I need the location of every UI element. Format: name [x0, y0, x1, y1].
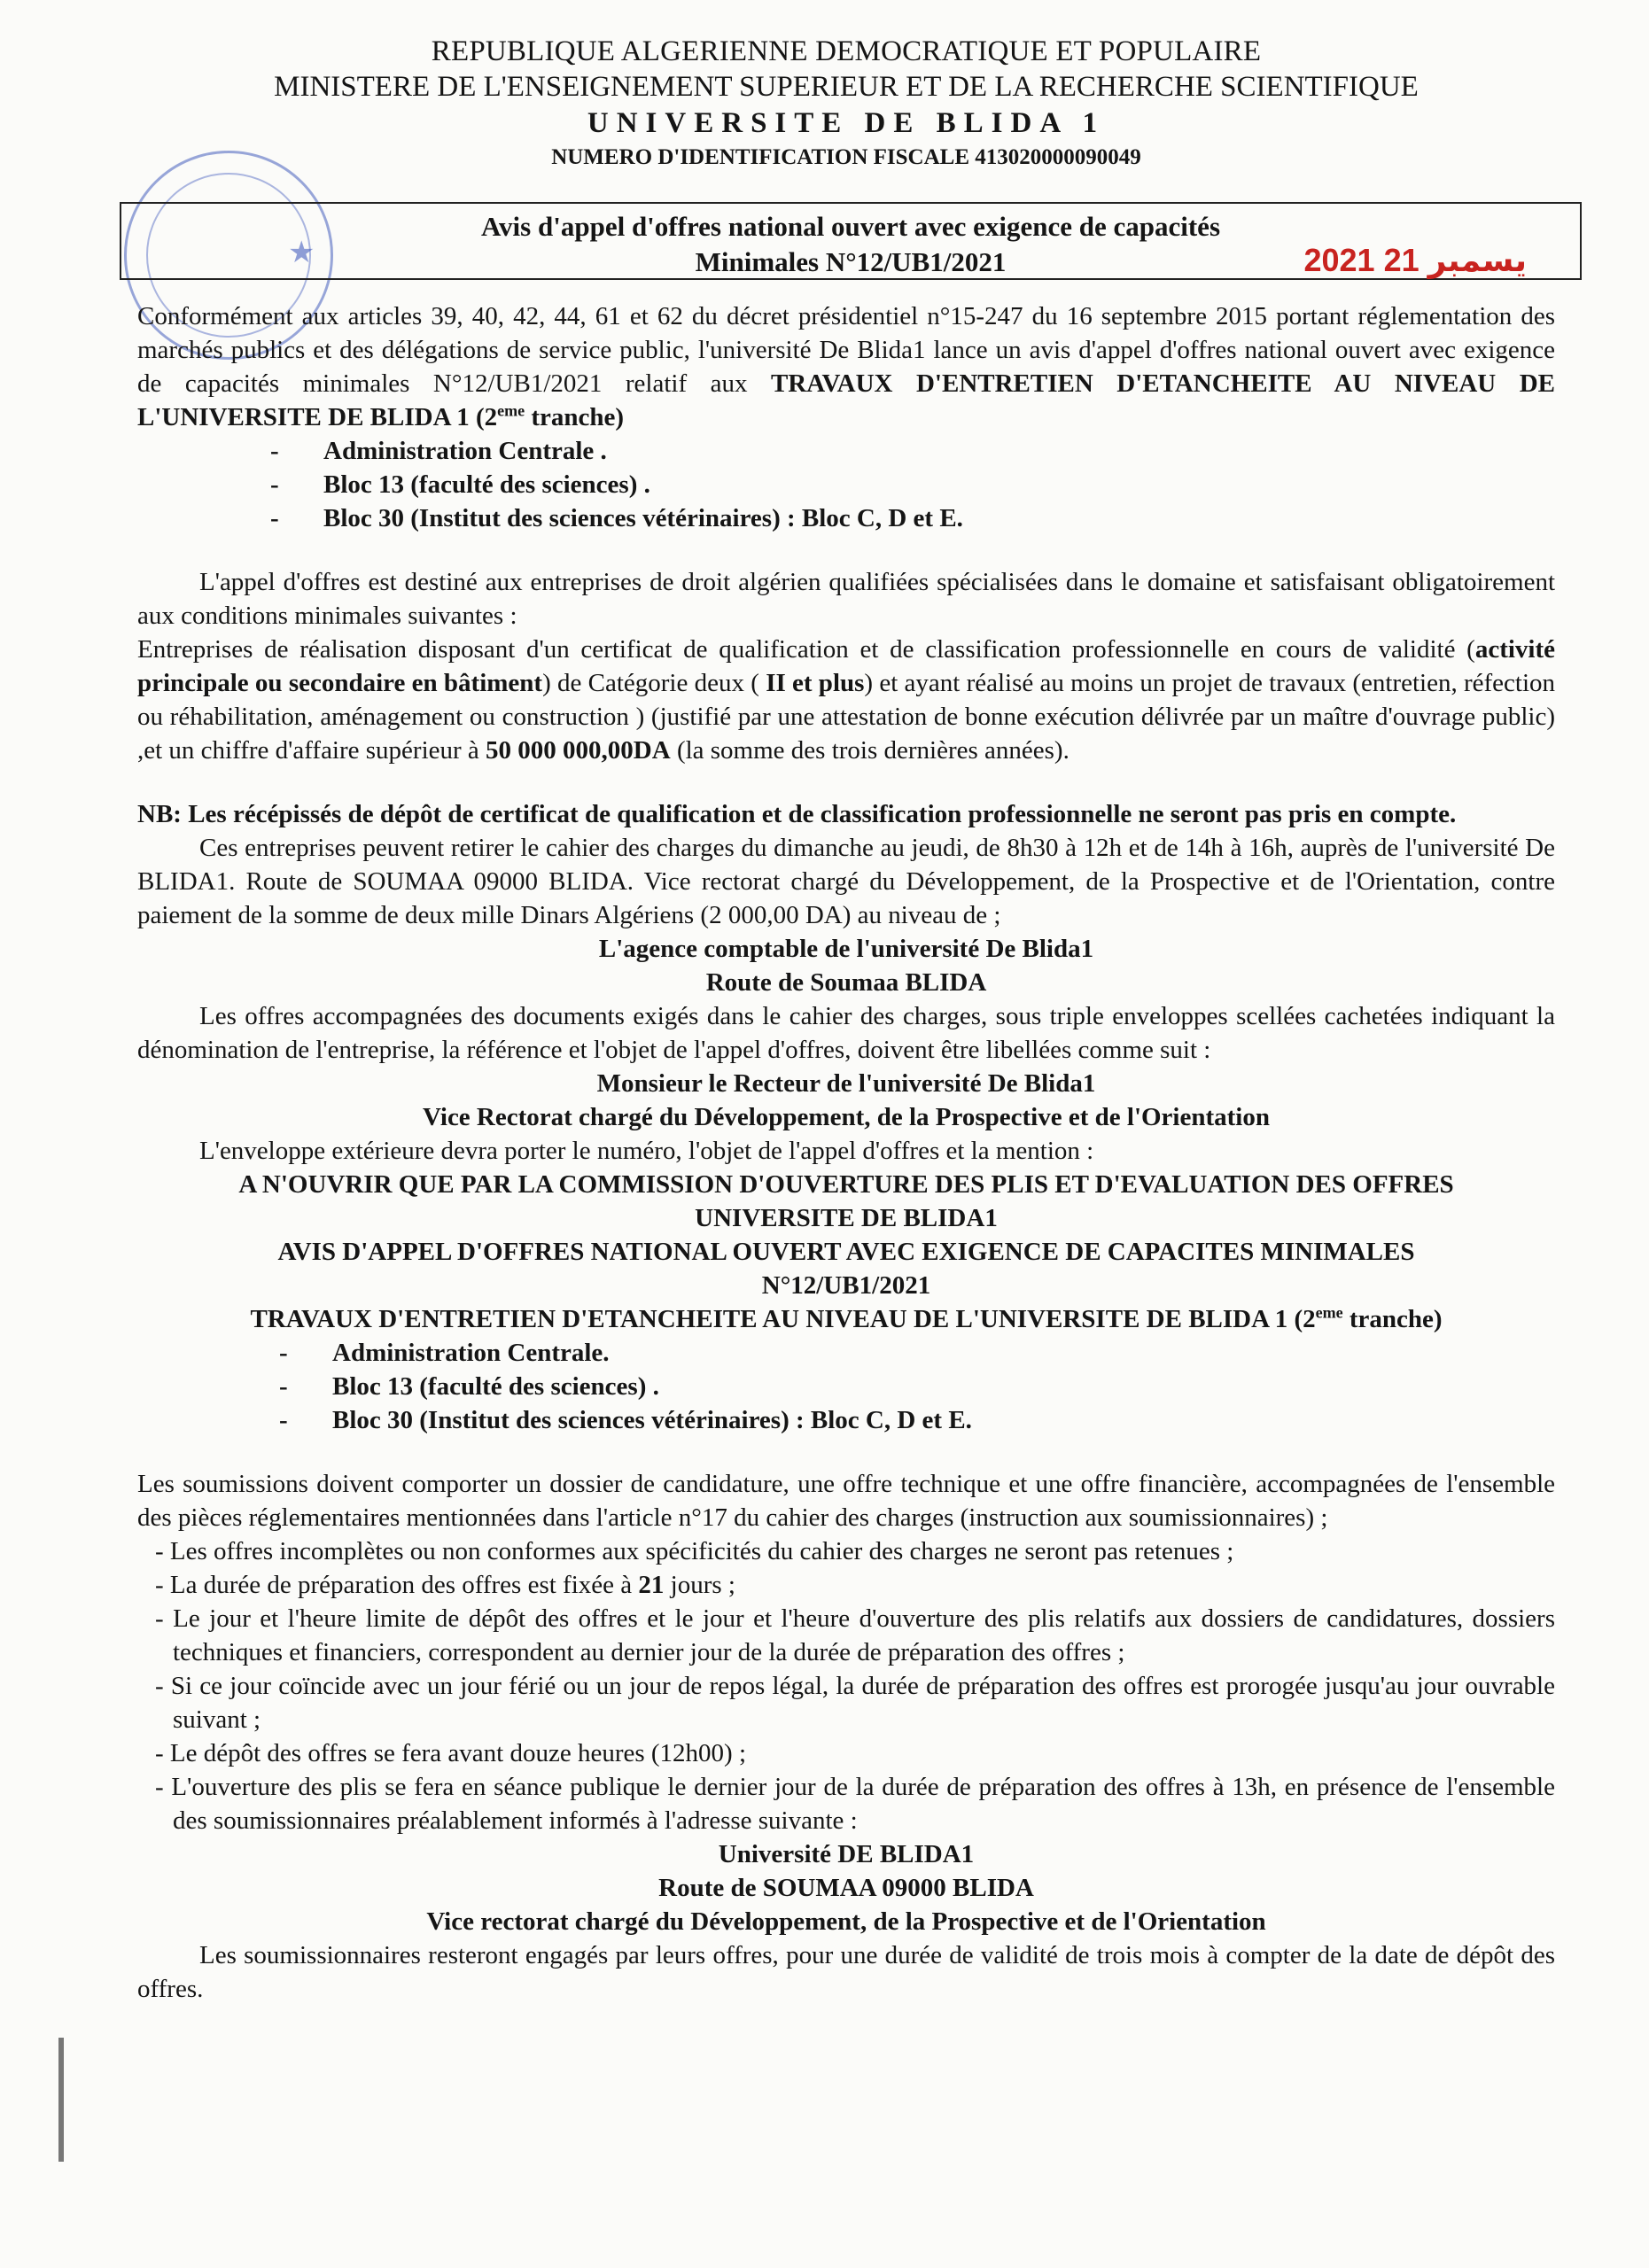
- closing-paragraph: Les soumissionnaires resteront engagés par leurs offres, pour une durée de validité de trois mois à compter de la date de dépôt des offres.: [137, 1941, 1555, 2003]
- condition-item: - Si ce jour coïncide avec un jour férié ou un jour de repos légal, la durée de préparation des offres est prorogée jusqu'au jour ouvrable suivant ;: [137, 1669, 1555, 1736]
- fiscal-id-line: NUMERO D'IDENTIFICATION FISCALE 413020000090049: [551, 145, 1141, 169]
- mention-line-1: A N'OUVRIR QUE PAR LA COMMISSION D'OUVERTURE DES PLIS ET D'EVALUATION DES OFFRES: [238, 1170, 1454, 1199]
- eligibility-conditions: [137, 633, 1555, 767]
- opening-address-2: Route de SOUMAA 09000 BLIDA: [658, 1874, 1034, 1902]
- condition-item: - L'ouverture des plis se fera en séance publique le dernier jour de la durée de préparation des offres à 13h, en présence de l'ensemble des soumissionnaires préalablement informés à l'adresse suivante :: [137, 1770, 1555, 1837]
- opening-address-3: Vice rectorat chargé du Développement, de la Prospective et de l'Orientation: [426, 1907, 1266, 1936]
- lots-list: [137, 434, 1555, 535]
- intro-bold-end: tranche): [525, 403, 625, 431]
- envelope-paragraph: L'enveloppe extérieure devra porter le numéro, l'objet de l'appel d'offres et la mention :: [199, 1137, 1094, 1165]
- condition-days: 21: [638, 1571, 665, 1599]
- cond-text: ) de Catégorie deux (: [542, 669, 766, 697]
- conditions-list: [137, 1534, 1555, 1837]
- eligibility-intro: L'appel d'offres est destiné aux entreprises de droit algérien qualifiées spécialisées dans le domaine et satisfaisant obligatoirement aux conditions minimales suivantes :: [137, 568, 1555, 630]
- lot-item: - Bloc 13 (faculté des sciences) .: [137, 468, 1555, 501]
- intro-bold: TRAVAUX D'ENTRETIEN D'ETANCHEITE AU NIVEAU DE L'UNIVERSITE DE BLIDA 1 (2: [137, 369, 1556, 431]
- date-stamp: 2021 يسمبر 21: [1303, 242, 1527, 278]
- cond-amount: 50 000 000,00DA: [486, 736, 671, 765]
- document-page: [137, 34, 1555, 2006]
- ministry-line: MINISTERE DE L'ENSEIGNEMENT SUPERIEUR ET DE LA RECHERCHE SCIENTIFIQUE: [274, 71, 1419, 103]
- intro-text: Conformément aux articles 39, 40, 42, 44, 61 et 62 du décret présidentiel n°15-247 du 16 septembre 2015 portant réglementation des marchés publics et des délégations de service public, l'université De Blida1 lance un avis d'appel d'offres national ouvert avec exigence de capacités minimales N°12/UB1/2021 relatif aux: [137, 302, 1555, 398]
- lots-list-2: [146, 1336, 1555, 1437]
- submission-paragraph: Les soumissions doivent comporter un dossier de candidature, une offre technique et une offre financière, accompagnées de l'ensemble des pièces réglementaires mentionnées dans l'article n°17 du cahier des charges (instruction aux soumissionnaires) ;: [137, 1470, 1555, 1532]
- cond-category: II et plus: [766, 669, 865, 697]
- notice-title-line1: Avis d'appel d'offres national ouvert avec exigence de capacités: [480, 211, 1221, 242]
- notice-title-box: [120, 202, 1582, 280]
- mention-line-3: AVIS D'APPEL D'OFFRES NATIONAL OUVERT AVEC EXIGENCE DE CAPACITES MINIMALES: [277, 1238, 1415, 1266]
- scan-mark: [58, 2038, 64, 2162]
- cond-text: (la somme des trois dernières années).: [670, 736, 1070, 765]
- condition-item: - Le dépôt des offres se fera avant douze heures (12h00) ;: [137, 1736, 1555, 1770]
- document-header: [137, 34, 1555, 174]
- condition-item: - Le jour et l'heure limite de dépôt des offres et le jour et l'heure d'ouverture des plis relatifs aux dossiers de candidatures, dossiers techniques et financiers, correspondent au dernier jour de la durée de préparation des offres ;: [137, 1602, 1555, 1669]
- cond-text: ) et ayant réalisé au moins un projet de travaux (entretien, réfection ou réhabilitation, aménagement ou construction ) (justifié par une attestation de bonne exécution délivrée par un maître d'ouvrage public) ,et un chiffre d'affaire supérieur à: [137, 669, 1556, 765]
- mention-line-2: UNIVERSITE DE BLIDA1: [695, 1204, 998, 1232]
- condition-text: jours ;: [664, 1571, 735, 1599]
- condition-item: - Les offres incomplètes ou non conformes aux spécificités du cahier des charges ne seront pas retenues ;: [137, 1534, 1555, 1568]
- cond-activity: activité principale ou secondaire en bâtiment: [137, 635, 1555, 697]
- mention-end: tranche): [1342, 1305, 1443, 1333]
- mention-sup: eme: [1315, 1303, 1343, 1322]
- mention-text: TRAVAUX D'ENTRETIEN D'ETANCHEITE AU NIVEAU DE L'UNIVERSITE DE BLIDA 1 (2: [250, 1305, 1316, 1333]
- notice-title-line2: Minimales N°12/UB1/2021: [695, 246, 1007, 277]
- university-line: UNIVERSITE DE BLIDA 1: [587, 107, 1106, 139]
- withdraw-address-2: Route de Soumaa BLIDA: [705, 968, 987, 997]
- lot-item: - Administration Centrale.: [146, 1336, 1555, 1370]
- condition-text: La durée de préparation des offres est fixée à: [169, 1571, 639, 1599]
- seal-star-icon: ★: [288, 235, 315, 270]
- mention-line-4: N°12/UB1/2021: [761, 1271, 931, 1300]
- lot-item: - Bloc 30 (Institut des sciences vétérinaires) : Bloc C, D et E.: [137, 501, 1555, 535]
- intro-sup: eme: [497, 401, 525, 420]
- mention-line-5: [137, 1302, 1555, 1336]
- opening-address-1: Université DE BLIDA1: [718, 1840, 975, 1868]
- lot-item: - Administration Centrale .: [137, 434, 1555, 468]
- withdraw-address-1: L'agence comptable de l'université De Blida1: [598, 935, 1094, 963]
- offers-address-1: Monsieur le Recteur de l'université De Blida1: [596, 1069, 1096, 1098]
- offers-address-2: Vice Rectorat chargé du Développement, de la Prospective et de l'Orientation: [423, 1103, 1270, 1131]
- lot-item: - Bloc 30 (Institut des sciences vétérinaires) : Bloc C, D et E.: [146, 1403, 1555, 1437]
- nb-note: NB: Les récépissés de dépôt de certificat de qualification et de classification professionnelle ne seront pas pris en compte.: [137, 800, 1457, 828]
- offers-paragraph: Les offres accompagnées des documents exigés dans le cahier des charges, sous triple enveloppes scellées cachetées indiquant la dénomination de l'entreprise, la référence et l'objet de l'appel d'offres, doivent être libellées comme suit :: [137, 1002, 1555, 1064]
- intro-paragraph: [137, 299, 1555, 434]
- lot-item: - Bloc 13 (faculté des sciences) .: [146, 1370, 1555, 1403]
- cond-text: Entreprises de réalisation disposant d'un certificat de qualification et de classification professionnelle en cours de validité (: [137, 635, 1475, 664]
- republic-line: REPUBLIQUE ALGERIENNE DEMOCRATIQUE ET POPULAIRE: [431, 35, 1262, 67]
- condition-item: [137, 1568, 1555, 1602]
- withdraw-paragraph: Ces entreprises peuvent retirer le cahier des charges du dimanche au jeudi, de 8h30 à 12h et de 14h à 16h, auprès de l'université De BLIDA1. Route de SOUMAA 09000 BLIDA. Vice rectorat chargé du Développement, de la Prospective et de l'Orientation, contre paiement de la somme de deux mille Dinars Algériens (2 000,00 DA) au niveau de ;: [137, 834, 1555, 929]
